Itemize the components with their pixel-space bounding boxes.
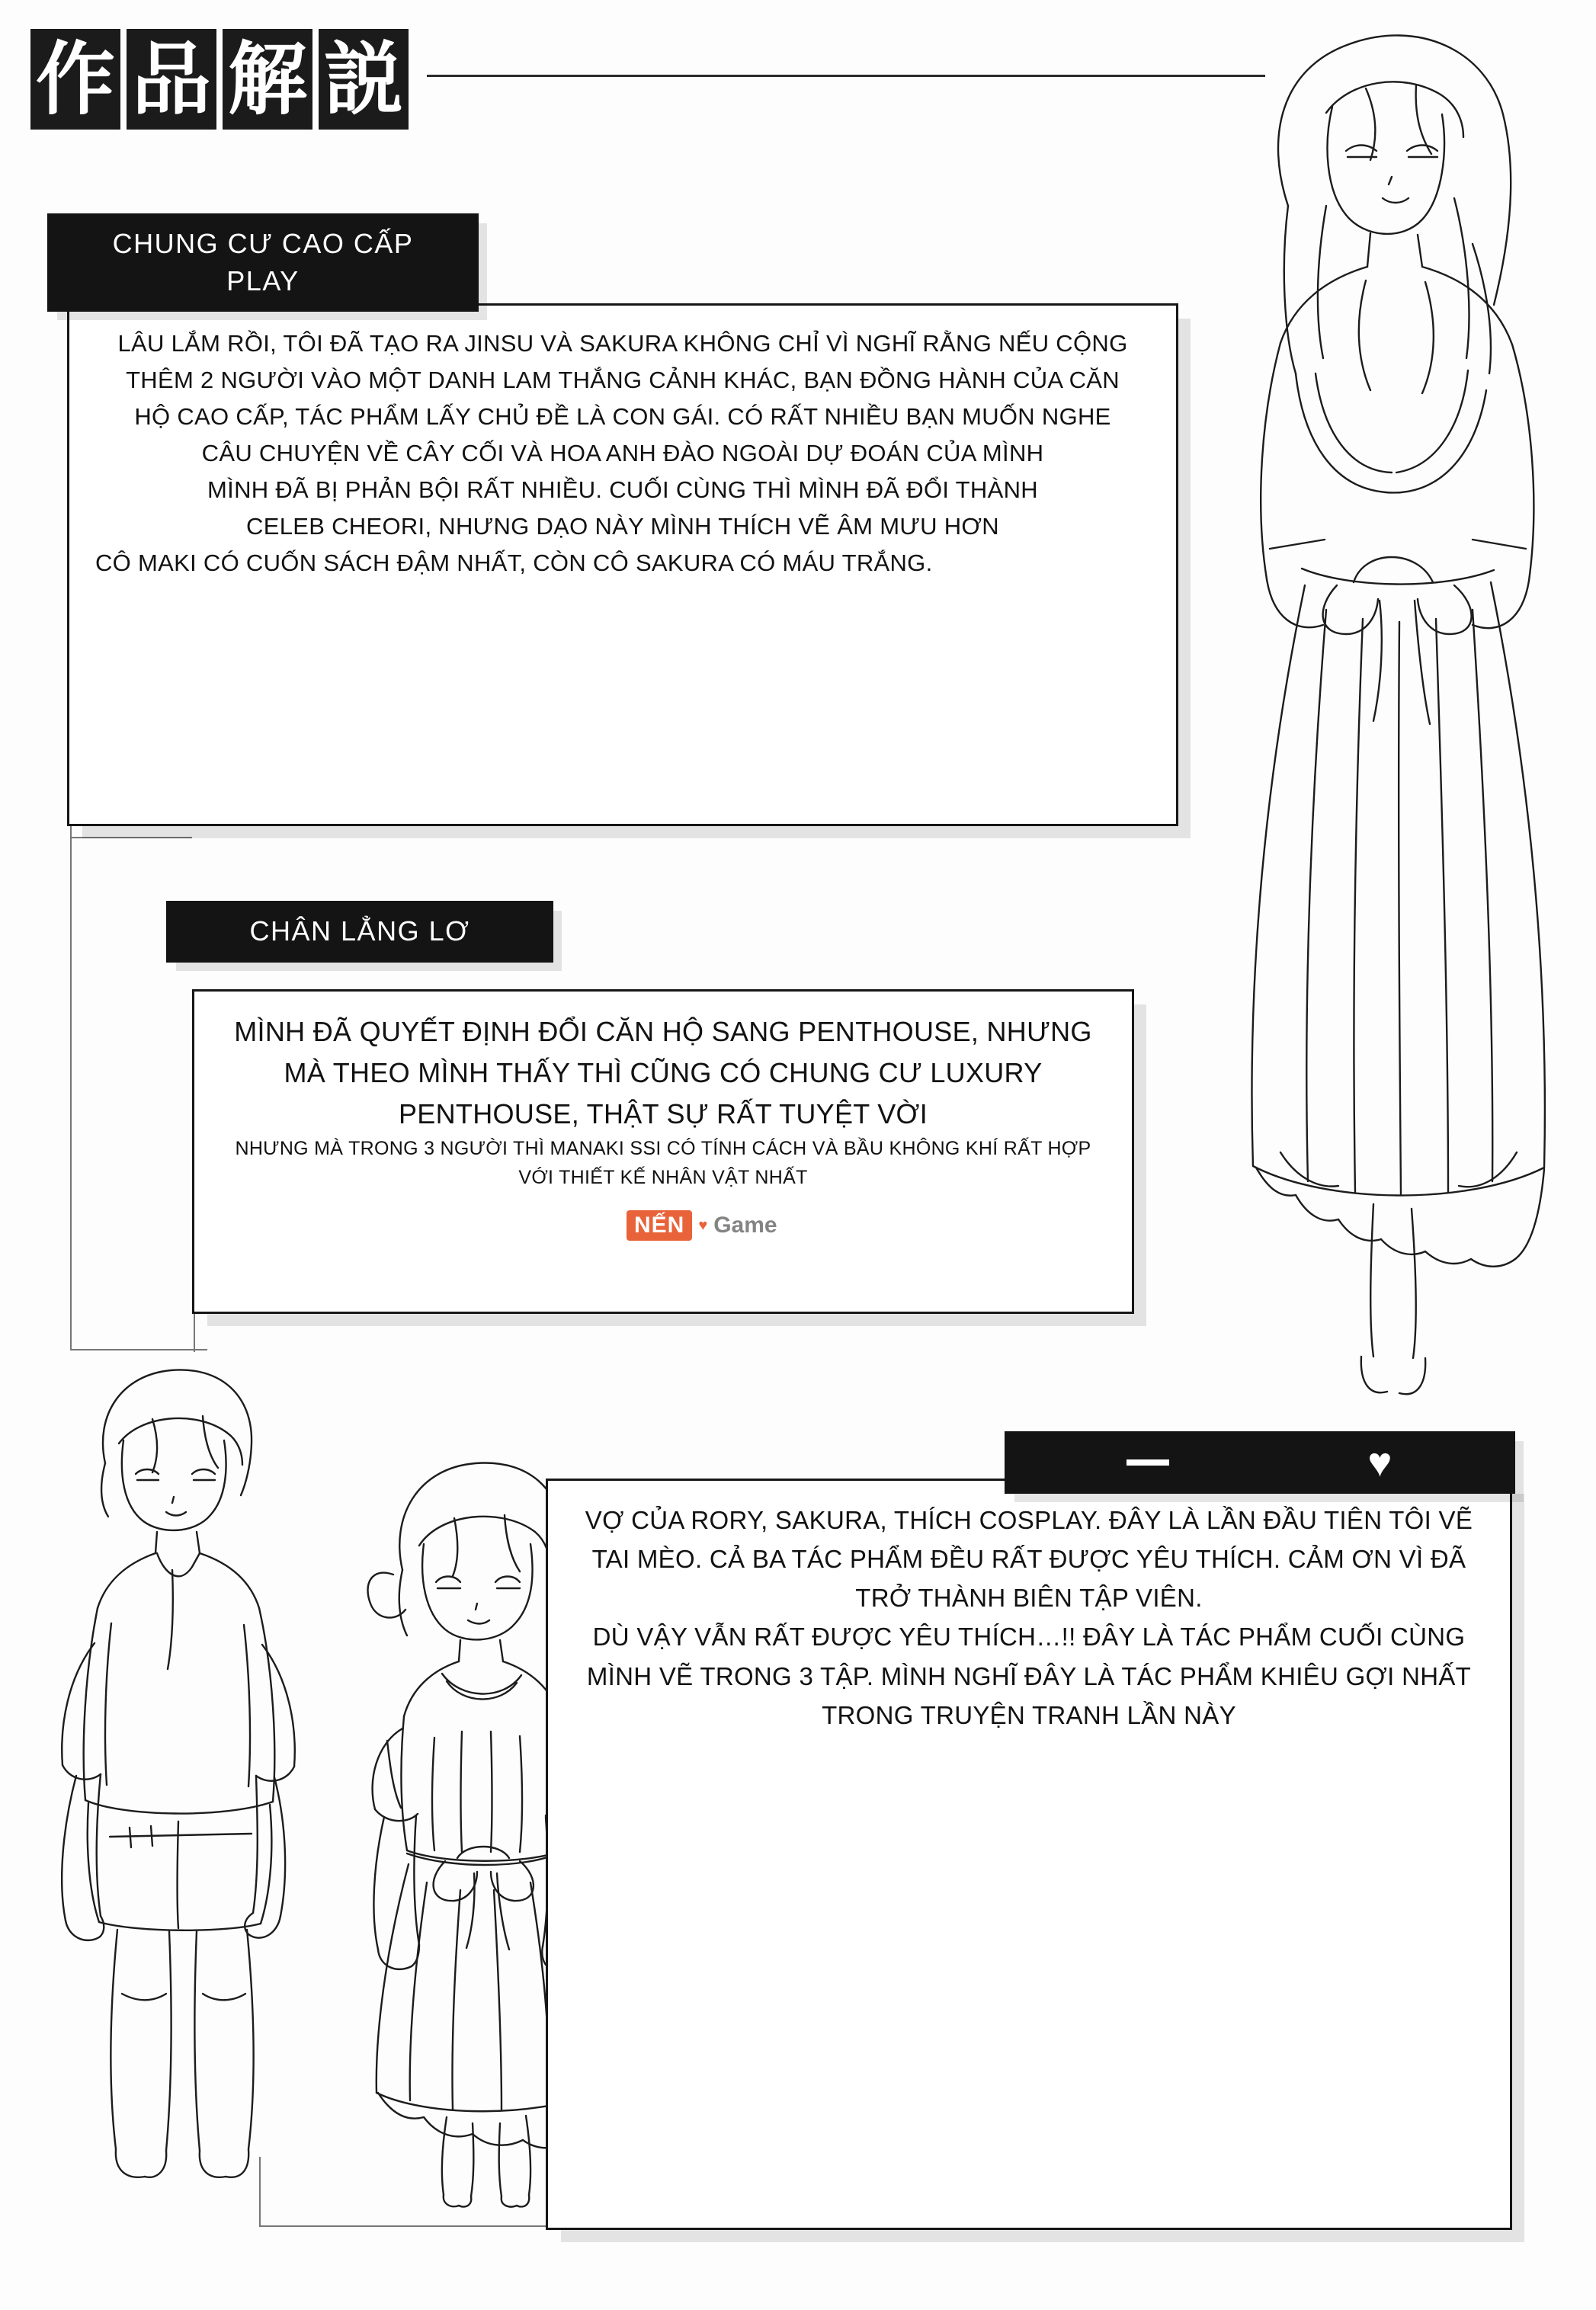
section-label-chung-cu-cao-cap-play xyxy=(47,213,479,312)
watermark-text: Game xyxy=(713,1213,777,1238)
panel-3-paragraph-2: DÙ VẬY VẪN RẤT ĐƯỢC YÊU THÍCH…!! ĐÂY LÀ TÁC PHẨM CUỐI CÙNG MÌNH VẼ TRONG 3 TẬP. MÌNH NGHĨ ĐÂY LÀ TÁC PHẨM KHIÊU GỢI NHẤT TRONG TRUYỆN TRANH LẦN NÀY xyxy=(586,1623,1472,1729)
commentary-panel-1-body xyxy=(69,306,1176,601)
section-label-line-1: CHUNG CƯ CAO CẤP xyxy=(112,228,414,259)
title-char-2: 品 xyxy=(127,29,216,130)
panel-1-paragraph-2: MÌNH ĐÃ BỊ PHẢN BỘI RẤT NHIỀU. CUỐI CÙNG THÌ MÌNH ĐÃ ĐỔI THÀNH CELEB CHEORI, NHƯNG DẠO NÀY MÌNH THÍCH VẼ ÂM MƯU HƠN xyxy=(207,476,1038,540)
watermark-badge: NẾN xyxy=(627,1210,692,1241)
connector-line-1 xyxy=(70,825,72,1350)
commentary-panel-3 xyxy=(546,1479,1512,2230)
watermark-heart-icon: ♥ xyxy=(698,1216,708,1234)
panel-2-paragraph-2: NHƯNG MÀ TRONG 3 NGƯỜI THÌ MANAKI SSI CÓ TÍNH CÁCH VÀ BẦU KHÔNG KHÍ RẤT HỢP VỚI THIẾT KẾ NHÂN VẬT NHẤT xyxy=(235,1138,1091,1188)
section-label-line-2: PLAY xyxy=(226,264,300,296)
section-label-chan-lang-lo: CHÂN LẲNG LƠ xyxy=(166,901,553,963)
commentary-panel-2-body xyxy=(194,992,1132,1212)
commentary-panel-2 xyxy=(192,989,1134,1314)
dash-icon xyxy=(1126,1459,1169,1466)
title-char-1: 作 xyxy=(30,29,120,130)
commentary-panel-3-body xyxy=(548,1481,1510,1754)
panel-1-paragraph-3: CÔ MAKI CÓ CUỐN SÁCH ĐẬM NHẤT, CÒN CÔ SAKURA CÓ MÁU TRẮNG. xyxy=(95,549,933,577)
panel-2-paragraph-1: MÌNH ĐÃ QUYẾT ĐỊNH ĐỔI CĂN HỘ SANG PENTHOUSE, NHƯNG MÀ THEO MÌNH THẤY THÌ CŨNG CÓ CHUNG CƯ LUXURY PENTHOUSE, THẬT SỰ RẤT TUYỆT VỜI xyxy=(234,1016,1092,1129)
connector-line-4 xyxy=(70,837,192,838)
commentary-panel-1 xyxy=(67,303,1178,826)
title-char-3: 解 xyxy=(223,29,312,130)
watermark xyxy=(627,1210,777,1241)
title-char-4: 説 xyxy=(319,29,409,130)
section-label-heart xyxy=(1005,1431,1515,1494)
illustration-short-hair-girl xyxy=(15,1349,366,2210)
heart-icon: ♥ xyxy=(1367,1440,1393,1485)
illustration-woman-standing xyxy=(1174,15,1585,1486)
connector-line-3 xyxy=(194,1309,195,1352)
panel-1-paragraph-1: LÂU LẮM RỒI, TÔI ĐÃ TẠO RA JINSU VÀ SAKURA KHÔNG CHỈ VÌ NGHĨ RẰNG NẾU CỘNG THÊM 2 NGƯỜI VÀO MỘT DANH LAM THẮNG CẢNH KHÁC, BẠN ĐỒNG HÀNH CỦA CĂN HỘ CAO CẤP, TÁC PHẨM LẤY CHỦ ĐỀ LÀ CON GÁI. CÓ RẤT NHIỀU BẠN MUỐN NGHE CÂU CHUYỆN VỀ CÂY CỐI VÀ HOA ANH ĐÀO NGOÀI DỰ ĐOÁN CỦA MÌNH xyxy=(117,330,1128,467)
page-title xyxy=(30,29,409,130)
panel-3-paragraph-1: VỢ CỦA RORY, SAKURA, THÍCH COSPLAY. ĐÂY LÀ LẦN ĐẦU TIÊN TÔI VẼ TAI MÈO. CẢ BA TÁC PHẨM ĐỀU RẤT ĐƯỢC YÊU THÍCH. CẢM ƠN VÌ ĐÃ TRỞ THÀNH BIÊN TẬP VIÊN. xyxy=(585,1506,1473,1613)
title-divider xyxy=(427,75,1265,77)
